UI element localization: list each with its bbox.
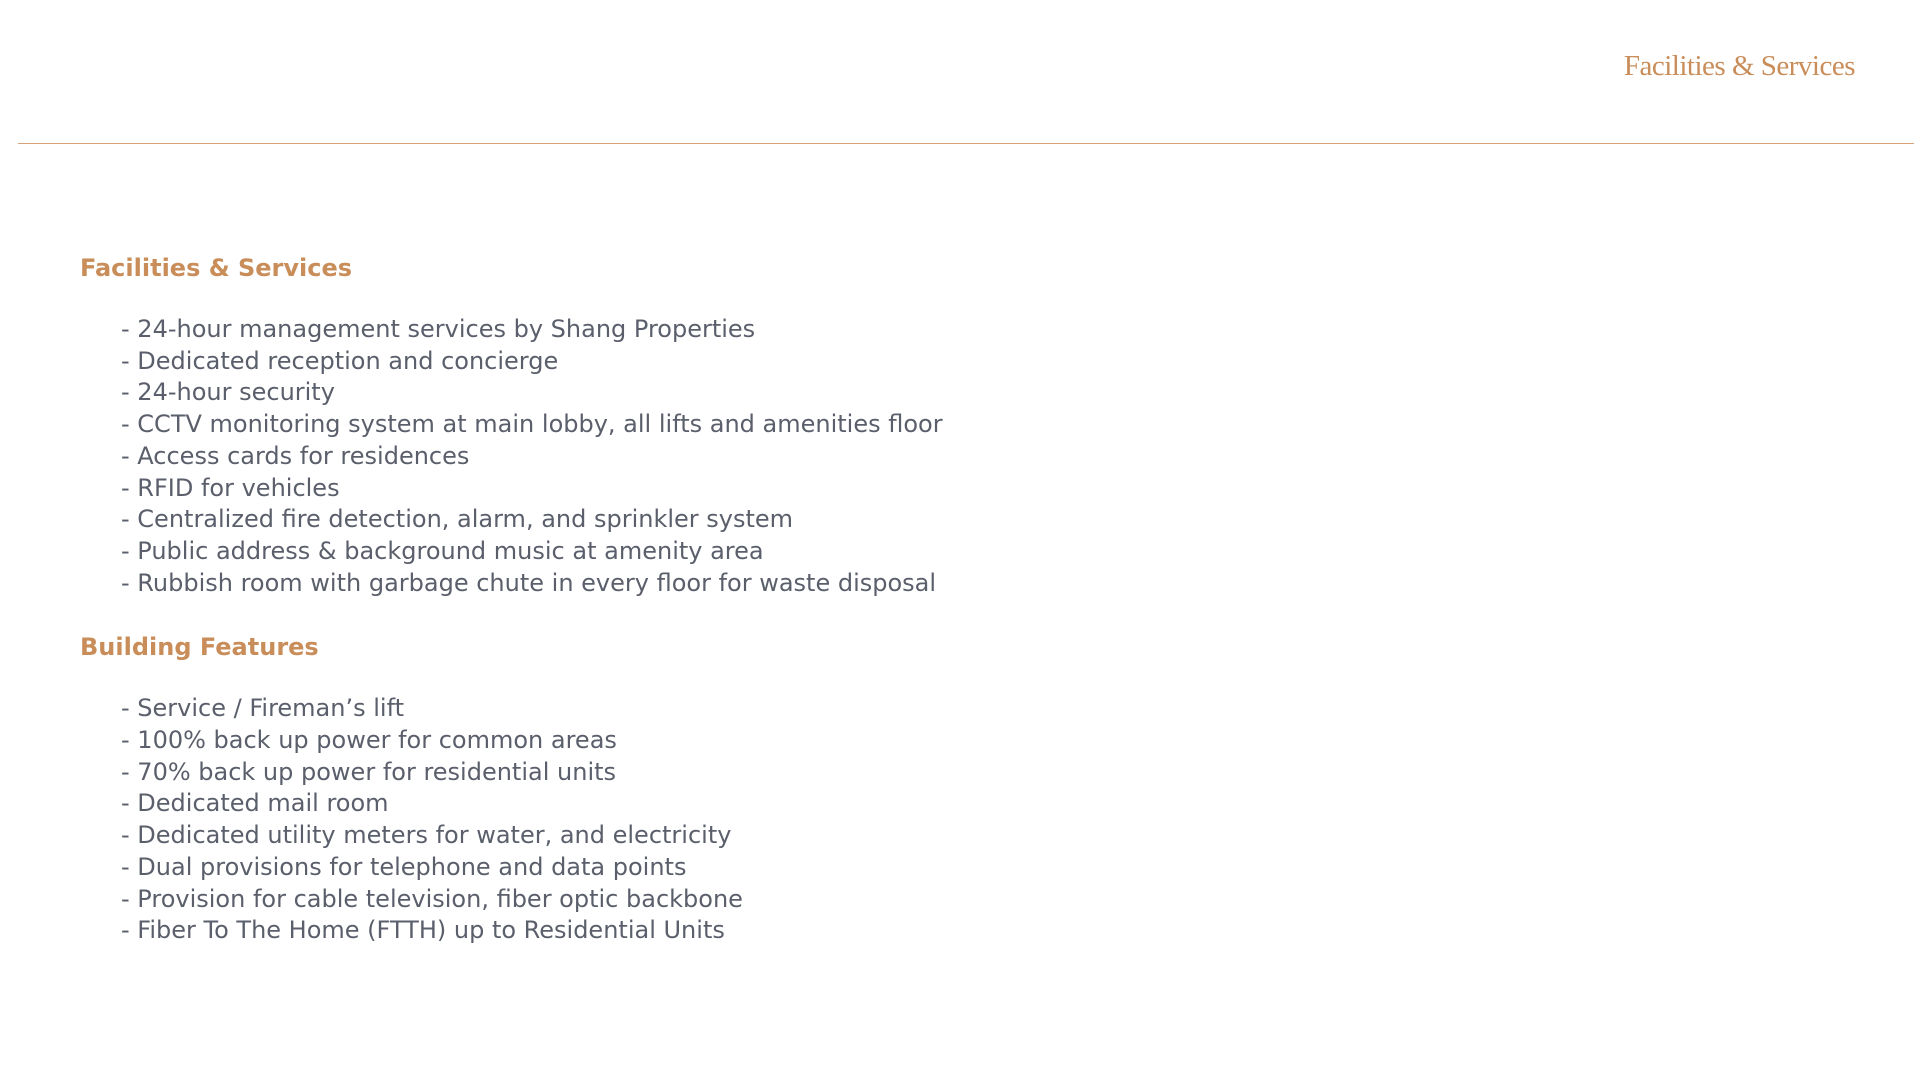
list-item: - Provision for cable television, fiber optic backbone [121, 884, 1580, 916]
list-item: - Access cards for residences [121, 441, 1580, 473]
facilities-services-section [80, 252, 1580, 599]
list-item: - Rubbish room with garbage chute in every floor for waste disposal [121, 568, 1580, 600]
list-item: - 100% back up power for common areas [121, 725, 1580, 757]
page-header-title: Facilities & Services [1623, 50, 1855, 82]
section-spacer [80, 599, 1580, 631]
building-features-section [80, 631, 1580, 947]
section-heading-building-features: Building Features [80, 633, 319, 662]
list-item: - Fiber To The Home (FTTH) up to Residential Units [121, 915, 1580, 947]
list-item: - Public address & background music at amenity area [121, 536, 1580, 568]
header-divider [18, 143, 1914, 144]
list-item: - 24-hour management services by Shang Properties [121, 314, 1580, 346]
list-item: - 70% back up power for residential units [121, 757, 1580, 789]
list-item: - Dedicated utility meters for water, and electricity [121, 820, 1580, 852]
list-item: - Dedicated reception and concierge [121, 346, 1580, 378]
facilities-list [80, 314, 1580, 599]
content-area [80, 252, 1580, 947]
list-item: - CCTV monitoring system at main lobby, all lifts and amenities floor [121, 409, 1580, 441]
building-features-list [80, 693, 1580, 947]
list-item: - 24-hour security [121, 377, 1580, 409]
list-item: - Centralized fire detection, alarm, and sprinkler system [121, 504, 1580, 536]
section-heading-facilities: Facilities & Services [80, 254, 353, 282]
list-item: - RFID for vehicles [121, 473, 1580, 505]
list-item: - Dedicated mail room [121, 788, 1580, 820]
list-item: - Dual provisions for telephone and data points [121, 852, 1580, 884]
list-item: - Service / Fireman’s lift [121, 693, 1580, 725]
